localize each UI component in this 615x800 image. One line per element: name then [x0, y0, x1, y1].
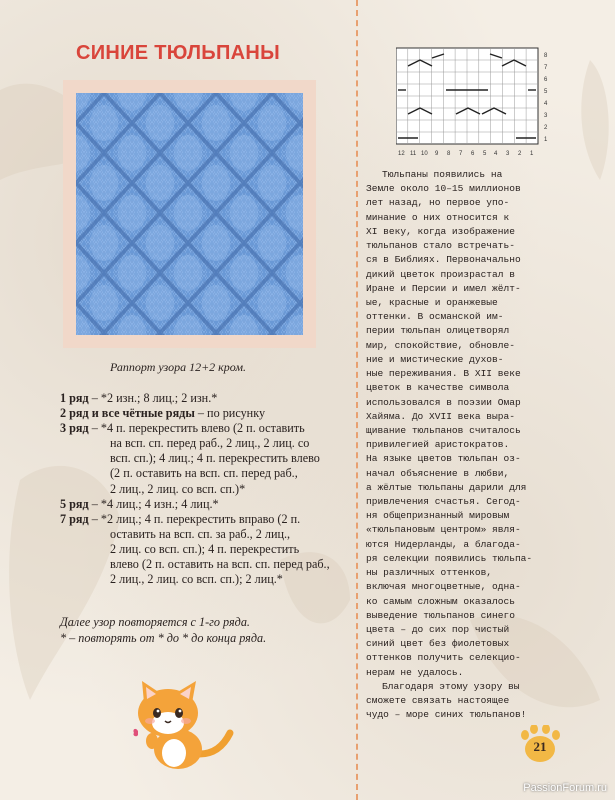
knitting-sample-photo: [76, 93, 303, 335]
chart-col-label: 5: [483, 151, 487, 157]
chart-col-label: 3: [506, 151, 510, 157]
story-line: Тюльпаны появились на: [382, 169, 503, 180]
chart-col-label: 7: [459, 151, 463, 157]
story-line: включая многоцветные, одна-: [366, 581, 521, 593]
story-line: цвета – до сих пор чистый: [366, 624, 510, 635]
story-line: XI веку, когда изображение: [366, 225, 515, 237]
story-line: щивание тюльпанов считалось: [366, 424, 521, 436]
footnotes: [60, 614, 350, 646]
story-line: чудо – море синих тюльпанов!: [366, 709, 527, 721]
story-line: дикий цветок произрастал в: [366, 268, 515, 280]
story-line: ние и мистические духов-: [366, 353, 504, 365]
instruction-line: 2 ряд и все чётные ряды – по рисунку: [60, 406, 266, 421]
chart-col-label: 12: [398, 151, 405, 157]
chart-row-label: 5: [544, 89, 548, 95]
instruction-line: 3 ряд – *4 п. перекрестить влево (2 п. оставить: [60, 421, 305, 436]
page-title: СИНИЕ ТЮЛЬПАНЫ: [75, 42, 281, 64]
chart-col-label: 10: [421, 151, 428, 157]
story-line: цветок в качестве символа: [366, 382, 510, 394]
chart-col-label: 2: [518, 151, 522, 157]
story-line: «тюльпановым центром» явля-: [366, 524, 521, 536]
footnote-repeat: Далее узор повторяется с 1-го ряда.: [60, 615, 250, 629]
instruction-line: 7 ряд – *2 лиц.; 4 п. перекрестить вправо (2 п.: [60, 511, 301, 526]
chart-col-label: 6: [471, 151, 475, 157]
instruction-line: влево (2 п. оставить на всп. сп. перед раб.,: [110, 557, 330, 572]
instruction-line: оставить на всп. сп. за раб., 2 лиц.,: [110, 526, 291, 541]
story-line: привилегией аристократов.: [366, 439, 510, 451]
instruction-line: 5 ряд – *4 лиц.; 4 изн.; 4 лиц.*: [60, 496, 219, 511]
chart-row-label: 4: [544, 101, 548, 107]
story-line: ются Нидерланды, а благода-: [366, 538, 521, 550]
instructions: [60, 391, 352, 587]
chart-row-label: 2: [544, 125, 548, 131]
story-line: ня общепризнанный мировым: [366, 510, 510, 522]
story-line: а жёлтые тюльпаны дарили для: [366, 481, 527, 493]
story-line: ся в Библиях. Первоначально: [366, 254, 521, 266]
instruction-line: 2 лиц. со всп. сп.); 4 п. перекрестить: [110, 541, 300, 556]
story-line: мир, спокойствие, обновле-: [366, 339, 515, 351]
chart-row-label: 1: [544, 137, 548, 143]
story-line: перии тюльпан олицетворял: [366, 325, 510, 337]
story-line: минание о них относится к: [366, 211, 510, 223]
chart-row-label: 3: [544, 113, 548, 119]
story-line: лет назад, но первое упо-: [366, 197, 510, 209]
watermark: PassionForum.ru: [523, 782, 607, 794]
story-line: начал объяснение в любви,: [366, 467, 510, 479]
photo-caption: Раппорт узора 12+2 кром.: [110, 360, 246, 374]
instruction-line: 1 ряд – *2 изн.; 8 лиц.; 2 изн.*: [60, 391, 218, 405]
knitting-chart: [396, 44, 554, 162]
chart-row-label: 8: [544, 53, 548, 59]
story-line: выведение тюльпанов синего: [366, 609, 515, 621]
story-line: нерам не удалось.: [366, 666, 464, 678]
chart-row-label: 6: [544, 77, 548, 83]
story-line: ны различных оттенков,: [366, 567, 493, 579]
chart-col-label: 1: [530, 151, 534, 157]
instruction-line: (2 п. оставить на всп. сп. перед раб.,: [110, 466, 298, 481]
story-line: ые, красные и оранжевые: [366, 296, 498, 308]
chart-col-label: 4: [494, 151, 498, 157]
story-line: ко самым сложным оказалось: [366, 595, 515, 607]
column-divider: [356, 0, 358, 800]
story-line: Иране и Персии и имел жёлт-: [366, 282, 521, 294]
instruction-line: 2 лиц., 2 лиц. со всп. сп.); 2 лиц.*: [110, 572, 283, 587]
story-line: Хайяма. До XVII века выра-: [366, 410, 515, 422]
story-line: На языке цветов тюльпан оз-: [366, 453, 521, 465]
footnote-asterisk: * – повторять от * до * до конца ряда.: [60, 631, 267, 645]
story-line: оттенков получить селекцио-: [366, 652, 521, 664]
page-number: 21: [533, 739, 547, 754]
story-line: оттенки. В османской им-: [366, 311, 504, 323]
story-line: Земле около 10–15 миллионов: [366, 183, 521, 195]
chart-col-label: 11: [410, 151, 417, 157]
instruction-line: 2 лиц., 2 лиц. со всп. сп.)*: [110, 481, 246, 496]
chart-col-label: 9: [435, 151, 439, 157]
story-line: Благодаря этому узору вы: [382, 680, 520, 692]
page-number-badge: [520, 725, 568, 773]
chart-col-label: 8: [447, 151, 451, 157]
story-line: сможете связать настоящее: [366, 695, 510, 707]
story-line: ря селекции появились тюльпа-: [366, 552, 533, 564]
story-line: тюльпанов стало встречать-: [366, 240, 515, 252]
story-line: использовался в поэзии Омар: [366, 396, 521, 408]
story-line: ные переживания. В XII веке: [366, 368, 521, 380]
cat-illustration: [130, 673, 240, 773]
chart-row-label: 7: [544, 65, 548, 71]
tulip-story: [366, 168, 578, 723]
story-line: синий цвет без фиолетовых: [366, 638, 510, 650]
story-line: привлечения счастья. Сегод-: [366, 496, 521, 508]
instruction-line: на всп. сп. перед раб., 2 лиц., 2 лиц. со: [110, 436, 310, 451]
instruction-line: всп. сп.); 4 лиц.; 4 п. перекрестить влево: [110, 451, 320, 466]
